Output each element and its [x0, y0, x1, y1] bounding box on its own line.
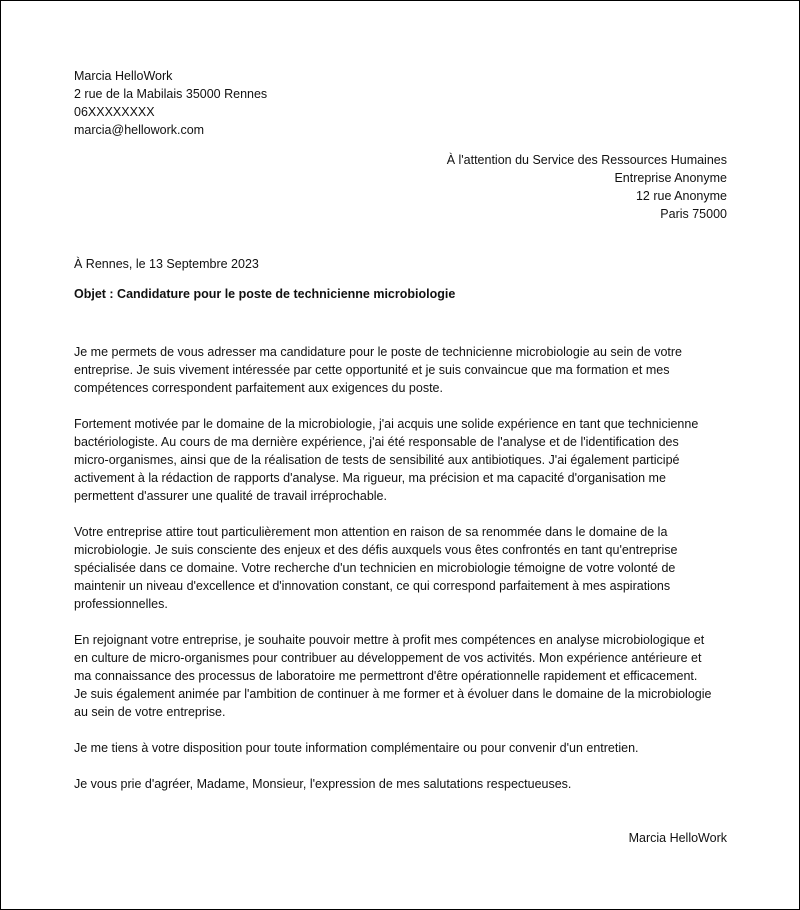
paragraph-company	[74, 523, 734, 613]
body-line: Fortement motivée par le domaine de la microbiologie, j'ai acquis une solide expérience en tant que technicienne	[74, 417, 699, 431]
recipient-city: Paris 75000	[660, 207, 727, 221]
body-line: micro-organismes, ainsi que de la réalisation de tests de sensibilité aux antibiotiques. J'ai également participé	[74, 453, 680, 467]
sender-phone: 06XXXXXXXX	[74, 105, 155, 119]
subject-line: Objet : Candidature pour le poste de technicienne microbiologie	[74, 287, 456, 301]
body-line: spécialisée dans ce domaine. Votre recherche d'un technicien en microbiologie témoigne de votre volonté de	[74, 561, 676, 575]
signature: Marcia HelloWork	[628, 831, 727, 845]
body-line: Je suis également animée par l'ambition de continuer à me former et à évoluer dans le domaine de la microbiologie	[74, 687, 712, 701]
body-line: au sein de votre entreprise.	[74, 705, 226, 719]
body-line: Votre entreprise attire tout particulièrement mon attention en raison de sa renommée dans le domaine de la	[74, 525, 668, 539]
body-line: bactériologiste. Au cours de ma dernière expérience, j'ai été responsable de l'analyse et de l'identification des	[74, 435, 679, 449]
body-line: maintenir un niveau d'excellence et d'innovation constant, ce qui correspond parfaitement à mes aspirations	[74, 579, 671, 593]
paragraph-experience	[74, 415, 734, 505]
body-line: microbiologie. Je suis consciente des enjeux et des défis auxquels vous êtes confrontés en tant qu'entreprise	[74, 543, 678, 557]
paragraph-motivation	[74, 631, 734, 721]
body-line: Je vous prie d'agréer, Madame, Monsieur, l'expression de mes salutations respectueuses.	[74, 777, 572, 791]
body-line: Je me tiens à votre disposition pour toute information complémentaire ou pour convenir d'un entretien.	[74, 741, 639, 755]
recipient-street: 12 rue Anonyme	[635, 189, 727, 203]
body-line: en culture de micro-organismes pour contribuer au développement de vos activités. Mon expérience antérieure et	[74, 651, 702, 665]
body-line: ma connaissance des processus de laboratoire me permettront d'être opérationnelle rapidement et efficacement.	[74, 669, 698, 683]
recipient-company: Entreprise Anonyme	[614, 171, 727, 185]
paragraph-closing	[74, 775, 734, 793]
body-line: En rejoignant votre entreprise, je souhaite pouvoir mettre à profit mes compétences en analyse microbiologique et	[74, 633, 705, 647]
sender-block	[74, 67, 267, 139]
paragraph-intro	[74, 343, 734, 397]
body-line: Je me permets de vous adresser ma candidature pour le poste de technicienne microbiologie au sein de votre	[74, 345, 682, 359]
body-line: entreprise. Je suis vivement intéressée par cette opportunité et je suis convaincue que ma formation et mes	[74, 363, 670, 377]
body-line: activement à la rédaction de rapports d'analyse. Ma rigueur, ma précision et ma capacité d'organisation me	[74, 471, 666, 485]
recipient-block	[447, 151, 727, 223]
body-line: compétences correspondent parfaitement aux exigences du poste.	[74, 381, 443, 395]
recipient-attention: À l'attention du Service des Ressources Humaines	[446, 153, 727, 167]
paragraph-availability	[74, 739, 734, 757]
sender-email: marcia@hellowork.com	[74, 123, 205, 137]
body-line: permettent d'assurer une qualité de travail irréprochable.	[74, 489, 387, 503]
letter-body	[74, 343, 734, 811]
body-line: professionnelles.	[74, 597, 168, 611]
sender-name: Marcia HelloWork	[74, 69, 173, 83]
sender-address: 2 rue de la Mabilais 35000 Rennes	[74, 87, 268, 101]
date-line: À Rennes, le 13 Septembre 2023	[74, 257, 259, 271]
